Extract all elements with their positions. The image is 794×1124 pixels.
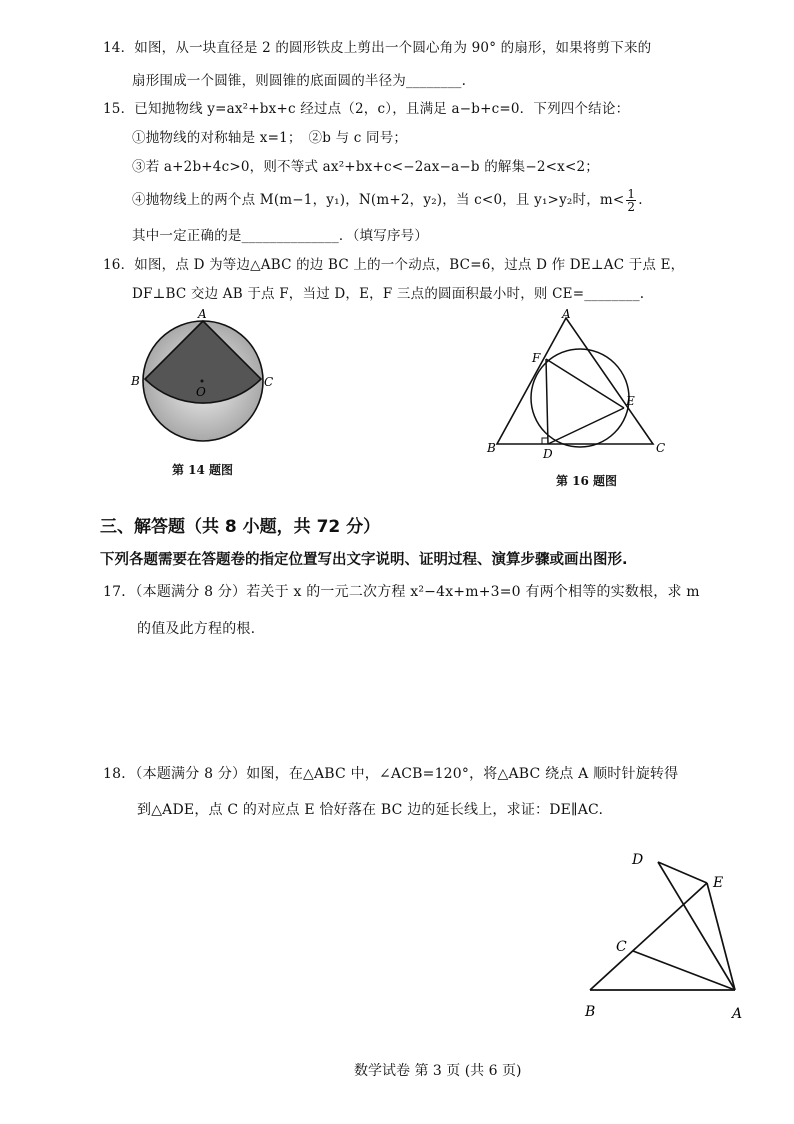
- q16-line2: DF⊥BC 交边 AB 于点 F，当过 D，E，F 三点的圆面积最小时，则 CE=________.: [132, 286, 645, 302]
- right-angle-d: [542, 438, 548, 444]
- segment-fe: [546, 359, 624, 408]
- label-c: C: [616, 939, 627, 955]
- q16-line1: 16．如图，点 D 为等边△ABC 的边 BC 上的一个动点，BC=6，过点 D 作 DE⊥AC 于点 E，: [103, 257, 685, 273]
- fraction-one-half: [626, 188, 636, 213]
- page-footer: 数学试卷 第 3 页 (共 6 页): [354, 1063, 522, 1079]
- label-a: A: [198, 308, 207, 321]
- segment-ca: [633, 951, 735, 990]
- label-e: E: [713, 875, 724, 891]
- segment-be: [590, 883, 707, 990]
- segment-de: [658, 862, 707, 883]
- label-c: C: [264, 375, 274, 389]
- q17-line1: 17．（本题满分 8 分）若关于 x 的一元二次方程 x²−4x+m+3=0 有两个相等的实数根，求 m: [103, 584, 700, 600]
- figure-18: [580, 845, 750, 1025]
- figure-16-caption: 第 16 题图: [556, 474, 618, 488]
- q14-line1: 14．如图，从一块直径是 2 的圆形铁皮上剪出一个圆心角为 90° 的扇形，如果将剪下来的: [103, 40, 652, 56]
- figure-16: [484, 306, 674, 466]
- label-b: B: [487, 441, 496, 455]
- section-title: 三、解答题（共 8 小题，共 72 分）: [100, 517, 381, 537]
- q15-line4-pre: ④抛物线上的两个点 M(m−1，y₁)，N(m+2，y₂)，当 c<0，且 y₁>y₂时，m<: [132, 192, 625, 208]
- label-b: B: [131, 374, 140, 388]
- segment-df: [546, 359, 548, 444]
- label-a: A: [562, 307, 571, 321]
- label-f: F: [532, 351, 541, 365]
- fraction-numerator: 1: [627, 187, 636, 201]
- q17-line2: 的值及此方程的根.: [137, 621, 256, 637]
- segment-ea: [707, 883, 735, 990]
- label-e: E: [626, 394, 635, 408]
- label-a: A: [732, 1006, 743, 1022]
- section-instruction: 下列各题需要在答题卷的指定位置写出文字说明、证明过程、演算步骤或画出图形.: [100, 552, 628, 568]
- figure-14: [125, 308, 285, 448]
- q14-line2: 扇形围成一个圆锥，则圆锥的底面圆的半径为________.: [132, 73, 467, 89]
- label-c: C: [656, 441, 666, 455]
- center-point: [201, 380, 204, 383]
- label-d: D: [543, 447, 553, 461]
- label-b: B: [585, 1004, 596, 1020]
- label-d: D: [632, 852, 644, 868]
- q18-line2: 到△ADE，点 C 的对应点 E 恰好落在 BC 边的延长线上，求证：DE∥AC.: [137, 802, 604, 818]
- q15-line3: ③若 a+2b+4c>0，则不等式 ax²+bx+c<−2ax−a−b 的解集−2<x<2；: [132, 159, 599, 175]
- fraction-denominator: 2: [627, 200, 636, 214]
- q18-line1: 18．（本题满分 8 分）如图，在△ABC 中，∠ACB=120°，将△ABC 绕点 A 顺时针旋转得: [103, 766, 679, 782]
- figure-14-caption: 第 14 题图: [172, 463, 234, 477]
- segment-de: [548, 408, 624, 444]
- q15-line4: [132, 188, 643, 213]
- label-o: O: [196, 385, 206, 399]
- q15-line5: 其中一定正确的是______________．（填写序号）: [132, 228, 429, 244]
- segment-da: [658, 862, 735, 990]
- q15-line2: ①抛物线的对称轴是 x=1； ②b 与 c 同号；: [132, 130, 408, 146]
- triangle-abc: [497, 318, 653, 444]
- q15-line4-post: .: [638, 192, 643, 208]
- q15-line1: 15．已知抛物线 y=ax²+bx+c 经过点（2，c），且满足 a−b+c=0．下列四个结论：: [103, 101, 630, 117]
